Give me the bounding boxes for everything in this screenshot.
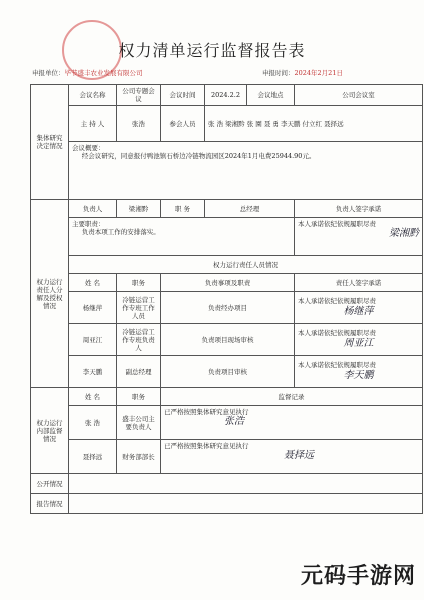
head-sign-label: 负责人签字承诺 [295, 200, 423, 218]
staff-post: 冷链运营工作专班工作人员 [117, 292, 161, 324]
attendees-label: 参会人员 [161, 106, 205, 142]
main-duty [69, 218, 295, 256]
head-promise-cell [295, 218, 423, 256]
staff-table-title: 权力运行责任人员情况 [69, 256, 423, 274]
site-watermark: 元码手游网 [300, 564, 416, 589]
sup-signature: 张浩 [224, 416, 244, 428]
host-value: 张浩 [117, 106, 161, 142]
sup-signature: 聂择远 [284, 450, 314, 462]
duty-label: 职 务 [161, 200, 205, 218]
staff-task: 负责经办项目 [161, 292, 295, 324]
meeting-name-label: 会议名称 [69, 85, 117, 106]
attendees-value: 张 浩 梁湘黔 张 園 聂 勇 李天鹏 付立红 聂择远 [205, 106, 423, 142]
sup-record-cell [161, 406, 423, 440]
date-label: 申报时间： [262, 69, 295, 77]
table-row [31, 324, 423, 356]
applicant-value: 毕节盛丰农业发展有限公司 [64, 69, 143, 77]
staff-signature: 周亚江 [343, 337, 374, 349]
main-duty-label: 主要职责： [72, 220, 105, 229]
staff-col-post: 职务 [117, 274, 161, 292]
staff-promise: 本人承诺依纪依规履职尽责 [298, 361, 376, 370]
table-row [31, 406, 423, 440]
sup-record: 已严格按照集体研究意见执行 [164, 408, 249, 417]
summary-text: 经会议研究，同意报付鸭池镇石桥边冷链物流园区2024年1月电费25944.90元。 [81, 152, 316, 161]
date-value: 2024年2月21日 [294, 69, 343, 77]
staff-col-name: 姓 名 [69, 274, 117, 292]
meeting-name-value: 公司专题会议 [117, 85, 161, 106]
head-signature: 梁湘黔 [389, 228, 419, 240]
staff-signature: 李天鹏 [343, 369, 374, 381]
sup-name: 张 浩 [69, 406, 117, 440]
sup-col-post: 职务 [117, 388, 161, 406]
staff-name: 李天鹏 [69, 356, 117, 388]
staff-promise-cell [295, 292, 423, 324]
meeting-time-value: 2024.2.2 [205, 85, 247, 106]
summary-label: 会议概要： [72, 144, 105, 153]
report-label: 报告情况 [31, 494, 69, 514]
sup-record-cell [161, 440, 423, 474]
main-duty-text: 负责本项工作的安排落实。 [81, 228, 160, 237]
staff-col-task: 负责事项及职责 [161, 274, 295, 292]
report-value [69, 494, 423, 514]
staff-signature: 杨继萍 [343, 305, 374, 317]
staff-post: 冷链运营工作专班负责人 [117, 324, 161, 356]
public-label: 公开情况 [31, 474, 69, 494]
head-promise: 本人承诺依纪依规履职尽责 [298, 220, 376, 229]
report-table [30, 84, 423, 514]
applicant-line [32, 68, 143, 77]
responsibility-section-label: 权力运行责任人分解及授权情况 [31, 200, 69, 388]
staff-promise-cell [295, 324, 423, 356]
meeting-place-label: 会议地点 [247, 85, 295, 106]
page-title: 权力清单运行监督报告表 [118, 41, 306, 60]
table-row [31, 356, 423, 388]
table-row [31, 292, 423, 324]
host-label: 主 持 人 [69, 106, 117, 142]
head-label: 负责人 [69, 200, 117, 218]
sup-col-name: 姓 名 [69, 388, 117, 406]
sup-col-record: 监督记录 [161, 388, 423, 406]
table-row [31, 440, 423, 474]
public-value [69, 474, 423, 494]
staff-name: 杨继萍 [69, 292, 117, 324]
supervision-section-label: 权力运行内部监督情况 [31, 388, 69, 474]
staff-promise-cell [295, 356, 423, 388]
staff-task: 负责项目现场审核 [161, 324, 295, 356]
staff-task: 负责项目审核 [161, 356, 295, 388]
collective-section-label: 集体研究决定情况 [31, 85, 69, 200]
meeting-time-label: 会议时间 [161, 85, 205, 106]
staff-promise: 本人承诺依纪依规履职尽责 [298, 297, 376, 306]
staff-name: 周亚江 [69, 324, 117, 356]
sup-post: 盛丰公司主要负责人 [117, 406, 161, 440]
sup-name: 聂择远 [69, 440, 117, 474]
staff-promise: 本人承诺依纪依规履职尽责 [298, 329, 376, 338]
meeting-summary [69, 142, 423, 200]
sup-record: 已严格按照集体研究意见执行 [164, 442, 249, 451]
head-value: 梁湘黔 [117, 200, 161, 218]
applicant-label: 申报单位： [32, 69, 65, 77]
sup-post: 财务部部长 [117, 440, 161, 474]
date-line [262, 68, 343, 77]
meeting-place-value: 公司会议室 [295, 85, 423, 106]
staff-post: 副总经理 [117, 356, 161, 388]
duty-value: 总经理 [205, 200, 295, 218]
staff-col-promise: 责任人签字承诺 [295, 274, 423, 292]
